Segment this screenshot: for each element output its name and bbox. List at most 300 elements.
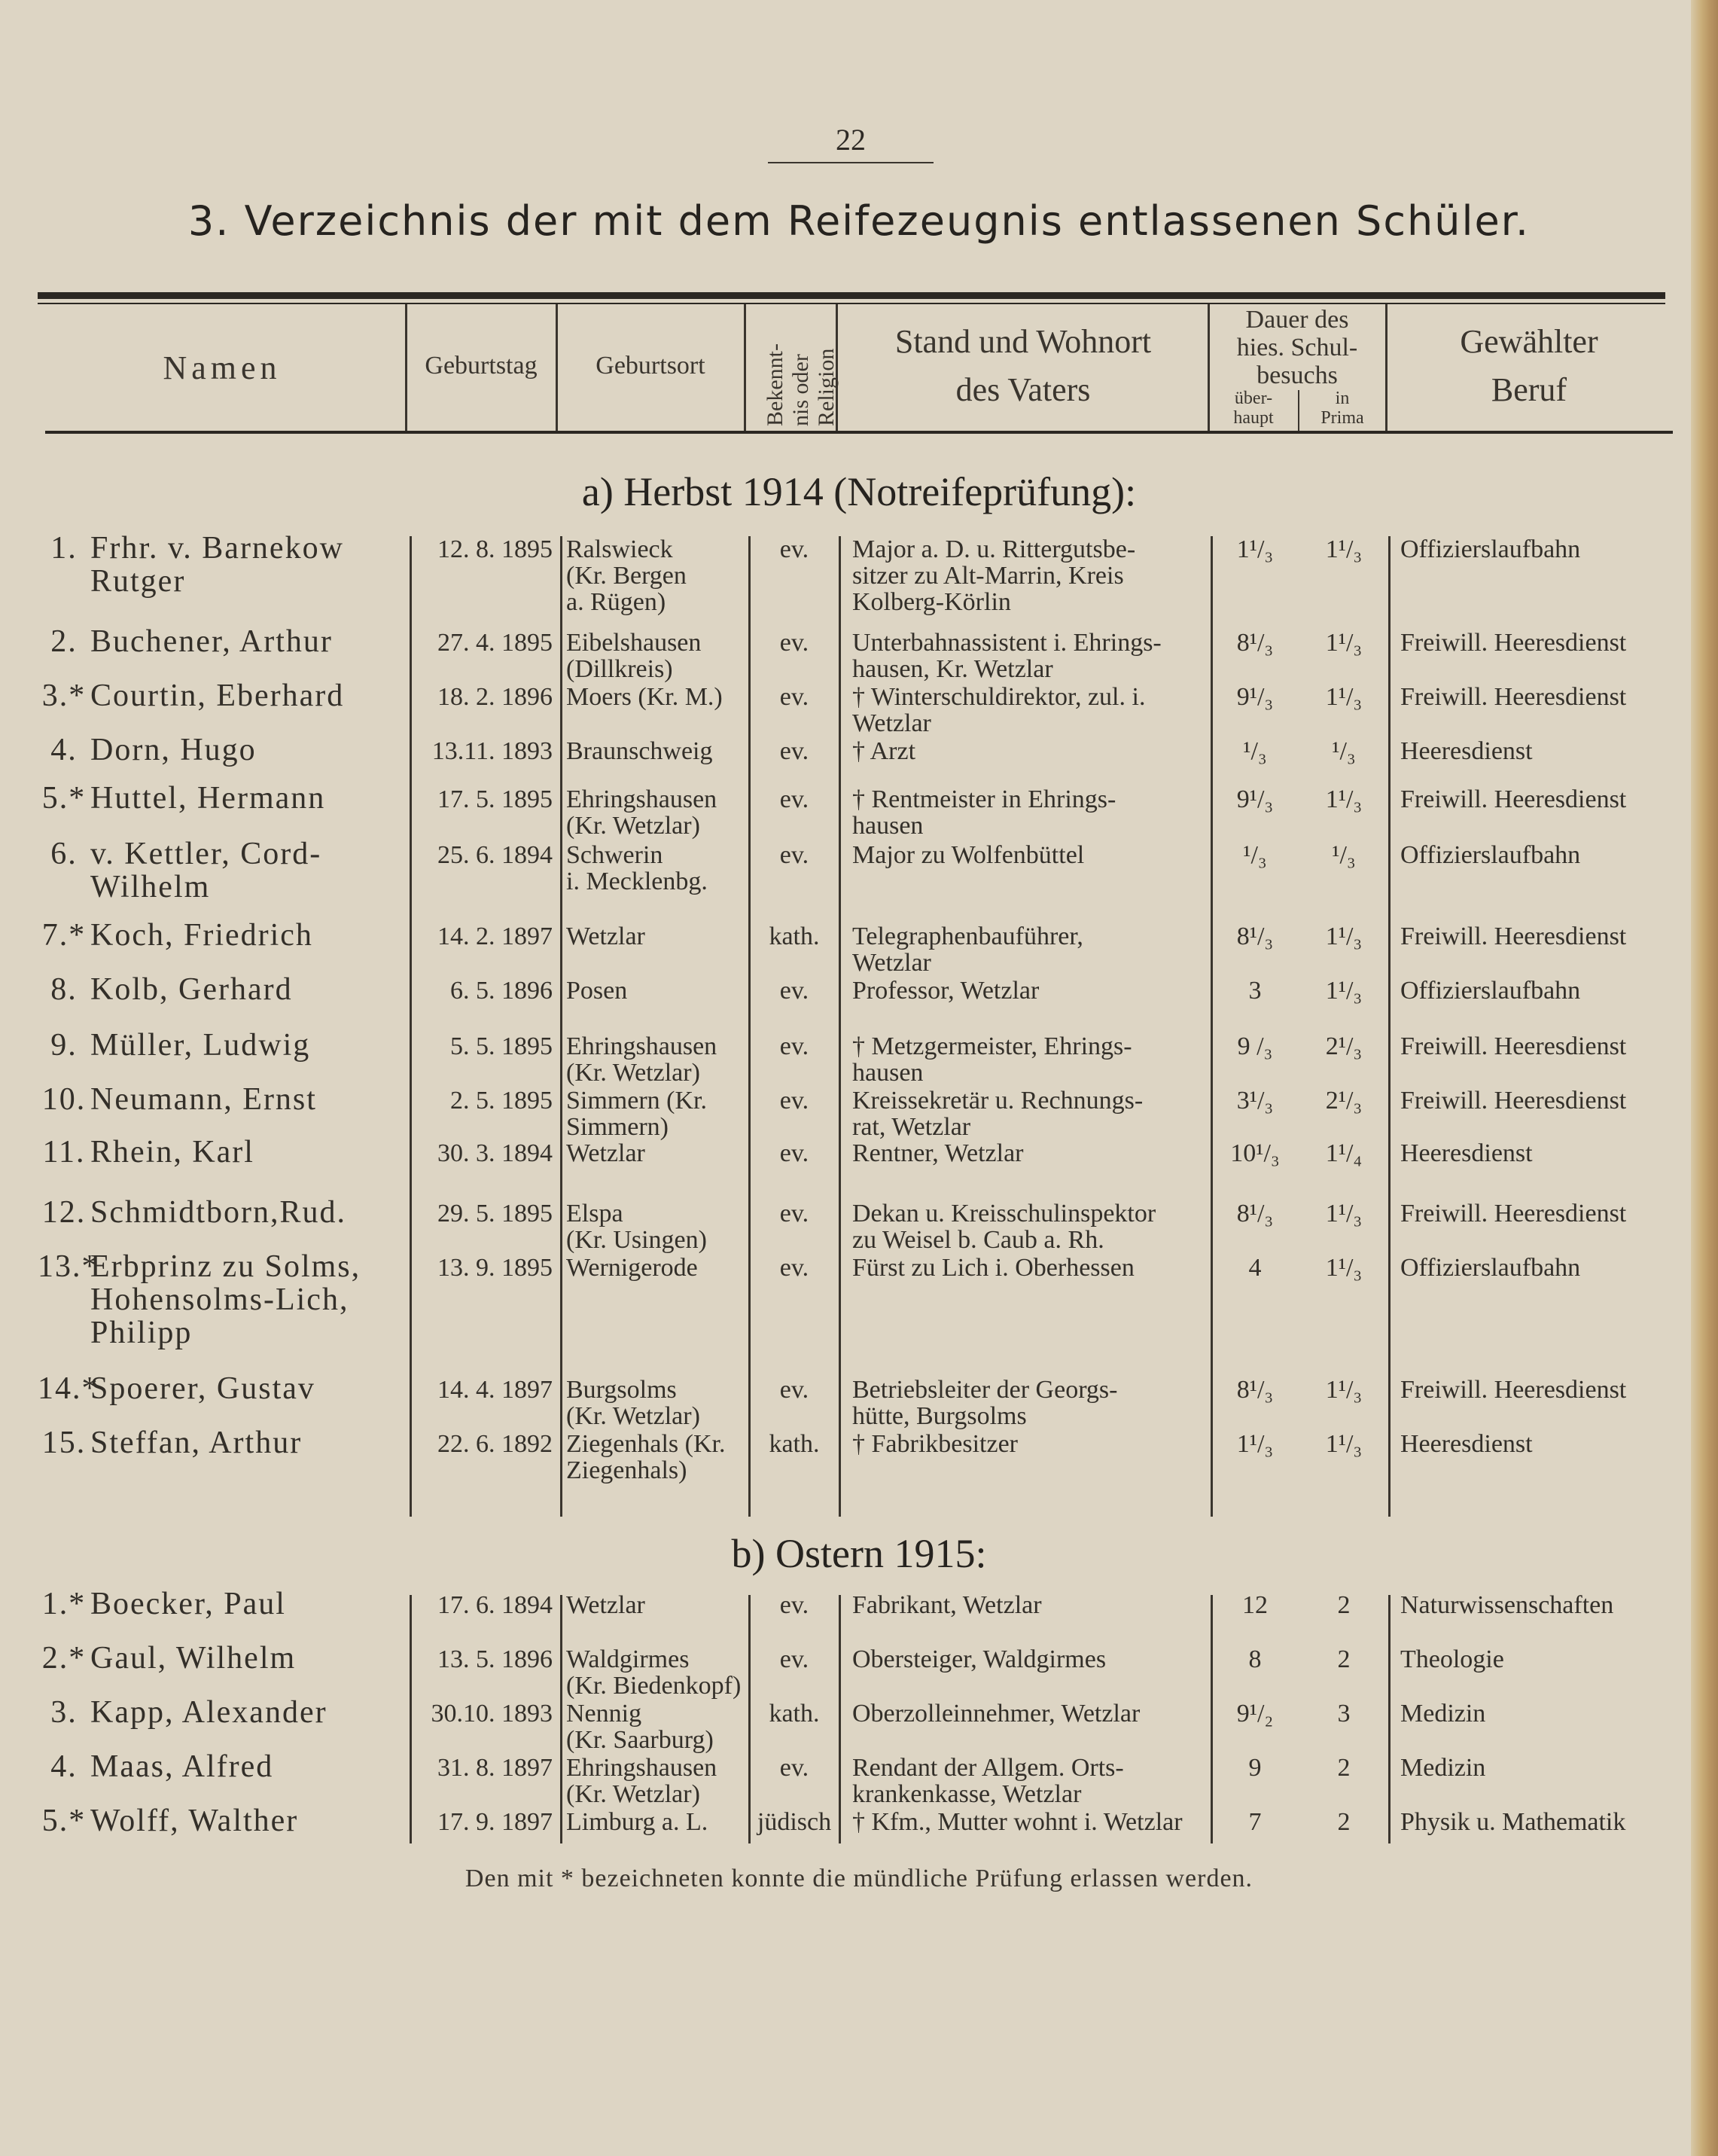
father-occupation (852, 1809, 1206, 1835)
school-duration-total: 9 (1248, 1754, 1262, 1782)
student-name (90, 919, 407, 952)
header-prima-line: in (1335, 389, 1350, 408)
father-occupation-line: Rendant der Allgem. Orts- (852, 1754, 1124, 1782)
birthplace-line: Wetzlar (566, 1139, 645, 1167)
student-number: 8. (50, 972, 78, 1007)
birthplace-line: i. Mecklenbg. (566, 868, 708, 895)
birthplace-line: Simmern) (566, 1113, 669, 1141)
school-duration-prima: 2 (1337, 1645, 1351, 1673)
religion: ev. (779, 683, 809, 711)
school-duration-prima: 1¹/₃ (1325, 785, 1363, 813)
header-stand-line: des Vaters (955, 371, 1091, 408)
birthplace-line: (Kr. Wetzlar) (566, 1059, 700, 1087)
father-occupation-line: sitzer zu Alt-Marrin, Kreis (852, 562, 1124, 590)
page-title: 3. Verzeichnis der mit dem Reifezeugnis entlassenen Schüler. (187, 197, 1531, 245)
birth-date: 14. 4. 1897 (437, 1376, 553, 1404)
birth-date: 22. 6. 1892 (437, 1430, 553, 1458)
header-bottom-rule (45, 431, 1673, 434)
chosen-profession: Physik u. Mathematik (1400, 1808, 1626, 1836)
birthplace-line: Ehringshausen (566, 785, 717, 813)
birth-date: 17. 6. 1894 (437, 1591, 553, 1619)
father-occupation (852, 1033, 1206, 1086)
birthplace-line: (Kr. Wetzlar) (566, 1402, 700, 1430)
religion: jüdisch (757, 1808, 832, 1836)
birthplace-line: Schwerin (566, 841, 663, 869)
header-divider (744, 304, 746, 431)
birth-date: 30. 3. 1894 (437, 1139, 553, 1167)
student-name-line: Steffan, Arthur (90, 1426, 303, 1460)
header-ueberhaupt-line: haupt (1233, 408, 1274, 428)
header-divider (1385, 304, 1387, 431)
school-duration-prima: 3 (1337, 1700, 1351, 1728)
school-duration-total: 3¹/₃ (1236, 1087, 1274, 1115)
student-name-line: Courtin, Eberhard (90, 679, 345, 713)
birthplace-line: a. Rügen) (566, 588, 666, 616)
birthplace (566, 1646, 747, 1699)
father-occupation (852, 1087, 1206, 1140)
birth-date: 6. 5. 1896 (450, 977, 553, 1005)
father-occupation-line: zu Weisel b. Caub a. Rh. (852, 1226, 1104, 1254)
student-number: 6. (50, 837, 78, 871)
father-occupation (852, 1431, 1206, 1457)
father-occupation (852, 1646, 1206, 1673)
student-number: 5.* (41, 1804, 87, 1838)
father-occupation-line: † Kfm., Mutter wohnt i. Wetzlar (852, 1808, 1183, 1836)
student-name-line: Philipp (90, 1316, 193, 1350)
student-name (90, 837, 407, 904)
religion: ev. (779, 1376, 809, 1404)
student-name (90, 1642, 407, 1675)
father-occupation-line: † Winterschuldirektor, zul. i. (852, 683, 1146, 711)
student-name-line: Rutger (90, 564, 186, 599)
religion: ev. (779, 977, 809, 1005)
father-occupation-line: Rentner, Wetzlar (852, 1139, 1024, 1167)
father-occupation-line: Wetzlar (852, 949, 931, 977)
father-occupation (852, 684, 1206, 736)
religion: ev. (779, 1032, 809, 1060)
birthplace (566, 1755, 747, 1807)
student-name-line: Huttel, Hermann (90, 781, 326, 816)
father-occupation (852, 738, 1206, 764)
religion: ev. (779, 785, 809, 813)
school-duration-prima: 2 (1337, 1808, 1351, 1836)
header-beruf-line: Gewählter (1460, 323, 1598, 360)
school-duration-prima: ¹/₃ (1332, 737, 1356, 765)
birthplace (566, 923, 747, 950)
student-name-line: Hohensolms-Lich, (90, 1282, 349, 1317)
student-number: 4. (50, 1749, 78, 1784)
student-name-line: Kapp, Alexander (90, 1695, 327, 1730)
father-occupation-line: Unterbahnassistent i. Ehrings- (852, 629, 1162, 657)
birthplace-line: (Kr. Biedenkopf) (566, 1672, 742, 1700)
father-occupation-line: krankenkasse, Wetzlar (852, 1780, 1082, 1808)
father-occupation-line: hütte, Burgsolms (852, 1402, 1027, 1430)
chosen-profession: Freiwill. Heeresdienst (1400, 1087, 1627, 1115)
chosen-profession: Offizierslaufbahn (1400, 1254, 1581, 1282)
father-occupation (852, 536, 1206, 615)
student-name (90, 1029, 407, 1062)
school-duration-total: 4 (1248, 1254, 1262, 1282)
father-occupation-line: Major zu Wolfenbüttel (852, 841, 1085, 869)
student-name-line: Erbprinz zu Solms, (90, 1249, 361, 1284)
header-thin-rule (38, 303, 1665, 304)
birthplace-line: (Kr. Bergen (566, 562, 687, 590)
birthplace-line: (Dillkreis) (566, 655, 673, 683)
header-dauer (1211, 306, 1384, 389)
birthplace (566, 630, 747, 682)
birthplace (566, 1377, 747, 1429)
column-divider (1211, 536, 1213, 1517)
header-beruf (1390, 318, 1668, 414)
birthplace-line: (Kr. Saarburg) (566, 1726, 714, 1754)
birthplace (566, 1700, 747, 1753)
student-name-line: Gaul, Wilhelm (90, 1641, 297, 1676)
birthplace (566, 1809, 747, 1835)
column-divider (839, 536, 841, 1517)
birthplace-line: Limburg a. L. (566, 1808, 708, 1836)
father-occupation (852, 1200, 1206, 1253)
father-occupation (852, 786, 1206, 839)
column-divider (1211, 1595, 1213, 1843)
school-duration-prima: 1¹/₃ (1325, 1200, 1363, 1227)
religion: kath. (769, 1430, 820, 1458)
birthplace (566, 1200, 747, 1253)
father-occupation-line: Fürst zu Lich i. Oberhessen (852, 1254, 1135, 1282)
header-religion-line: nis oder (788, 354, 813, 426)
student-name (90, 1136, 407, 1169)
school-duration-total: 7 (1248, 1808, 1262, 1836)
student-name-line: Müller, Ludwig (90, 1028, 311, 1063)
student-name-line: Dorn, Hugo (90, 733, 257, 767)
school-duration-total: 8¹/₃ (1236, 922, 1274, 950)
school-duration-prima: 1¹/₃ (1325, 1376, 1363, 1404)
birthplace (566, 1255, 747, 1281)
birth-date: 5. 5. 1895 (450, 1032, 553, 1060)
student-name-line: Wolff, Walther (90, 1804, 299, 1838)
birthplace-line: Moers (Kr. M.) (566, 683, 723, 711)
school-duration-prima: 2¹/₃ (1325, 1087, 1363, 1115)
student-name (90, 1750, 407, 1783)
school-duration-prima: 1¹/₃ (1325, 977, 1363, 1005)
column-divider (410, 1595, 412, 1843)
student-number: 11. (42, 1135, 86, 1169)
header-geburtstag: Geburtstag (425, 352, 538, 380)
father-occupation-line: hausen (852, 812, 924, 840)
student-name-line: Wilhelm (90, 870, 211, 904)
father-occupation-line: Oberzolleinnehmer, Wetzlar (852, 1700, 1141, 1728)
header-divider (556, 304, 558, 431)
father-occupation-line: Dekan u. Kreisschulinspektor (852, 1200, 1156, 1227)
student-name (90, 1587, 407, 1621)
father-occupation-line: Fabrikant, Wetzlar (852, 1591, 1042, 1619)
birthplace-line: Nennig (566, 1700, 642, 1728)
school-duration-prima: ¹/₃ (1332, 841, 1356, 869)
student-number: 14.* (38, 1371, 99, 1406)
column-divider (839, 1595, 841, 1843)
birth-date: 13.11. 1893 (431, 737, 553, 765)
school-duration-total: 8 (1248, 1645, 1262, 1673)
father-occupation-line: hausen (852, 1059, 924, 1087)
religion: ev. (779, 1754, 809, 1782)
chosen-profession: Theologie (1400, 1645, 1504, 1673)
header-ueberhaupt-line: über- (1234, 389, 1273, 408)
birthplace-line: (Kr. Usingen) (566, 1226, 707, 1254)
header-stand-line: Stand und Wohnort (894, 323, 1152, 360)
chosen-profession: Offizierslaufbahn (1400, 841, 1581, 869)
student-number: 4. (50, 733, 78, 767)
birthplace (566, 1431, 747, 1484)
header-religion-line: Religion (814, 348, 839, 426)
father-occupation (852, 1700, 1206, 1727)
student-name-line: Schmidtborn,Rud. (90, 1195, 347, 1230)
student-name-line: Maas, Alfred (90, 1749, 274, 1784)
birthplace-line: Eibelshausen (566, 629, 702, 657)
column-divider (410, 536, 412, 1517)
school-duration-prima: 1¹/₃ (1325, 683, 1363, 711)
student-number: 7.* (41, 918, 87, 953)
religion: ev. (779, 535, 809, 563)
chosen-profession: Freiwill. Heeresdienst (1400, 1200, 1627, 1227)
father-occupation-line: rat, Wetzlar (852, 1113, 971, 1141)
religion: ev. (779, 841, 809, 869)
father-occupation (852, 630, 1206, 682)
father-occupation-line: † Rentmeister in Ehrings- (852, 785, 1116, 813)
father-occupation-line: Betriebsleiter der Georgs- (852, 1376, 1118, 1404)
father-occupation (852, 923, 1206, 976)
religion: ev. (779, 1591, 809, 1619)
school-duration-total: 10¹/₃ (1230, 1139, 1280, 1167)
header-top-rule (38, 292, 1665, 299)
student-name-line: Buchener, Arthur (90, 624, 333, 659)
school-duration-prima: 2 (1337, 1591, 1351, 1619)
father-occupation-line: Wetzlar (852, 709, 931, 737)
religion: ev. (779, 629, 809, 657)
student-name-line: Frhr. v. Barnekow (90, 531, 344, 566)
birthplace (566, 1592, 747, 1618)
chosen-profession: Freiwill. Heeresdienst (1400, 922, 1627, 950)
birthplace-line: Wetzlar (566, 1591, 645, 1619)
student-name (90, 1426, 407, 1459)
birthplace (566, 536, 747, 615)
birth-date: 30.10. 1893 (431, 1700, 553, 1728)
school-duration-total: 12 (1242, 1591, 1268, 1619)
school-duration-total: 1¹/₃ (1236, 535, 1274, 563)
column-divider (748, 536, 751, 1517)
student-name-line: Neumann, Ernst (90, 1082, 317, 1117)
father-occupation (852, 842, 1206, 868)
header-dauer-line: hies. Schul- (1236, 334, 1358, 361)
birth-date: 2. 5. 1895 (450, 1087, 553, 1115)
birthplace-line: Braunschweig (566, 737, 713, 765)
student-name (90, 625, 407, 658)
student-name (90, 1804, 407, 1837)
student-name (90, 782, 407, 815)
section-title-ostern-1915: b) Ostern 1915: (731, 1531, 987, 1576)
student-name (90, 679, 407, 712)
birthplace-line: Ziegenhals) (566, 1456, 687, 1484)
birth-date: 25. 6. 1894 (437, 841, 553, 869)
footnote: Den mit * bezeichneten konnte die mündliche Prüfung erlassen werden. (465, 1865, 1253, 1892)
birth-date: 29. 5. 1895 (437, 1200, 553, 1227)
father-occupation-line: Major a. D. u. Rittergutsbe- (852, 535, 1136, 563)
religion: ev. (779, 1087, 809, 1115)
student-number: 5.* (41, 781, 87, 816)
birthplace-line: Wetzlar (566, 922, 645, 950)
header-beruf-line: Beruf (1491, 371, 1567, 408)
father-occupation (852, 1377, 1206, 1429)
birthplace-line: Burgsolms (566, 1376, 677, 1404)
chosen-profession: Freiwill. Heeresdienst (1400, 629, 1627, 657)
student-name (90, 1196, 407, 1229)
chosen-profession: Medizin (1400, 1700, 1486, 1728)
student-number: 3.* (41, 679, 87, 713)
birthplace-line: Posen (566, 977, 628, 1005)
father-occupation-line: hausen, Kr. Wetzlar (852, 655, 1053, 683)
student-name-line: Kolb, Gerhard (90, 972, 293, 1007)
birthplace (566, 786, 747, 839)
student-number: 2.* (41, 1641, 87, 1676)
birthplace-line: Waldgirmes (566, 1645, 690, 1673)
birthplace (566, 977, 747, 1004)
religion: kath. (769, 922, 820, 950)
birthplace-line: Ziegenhals (Kr. (566, 1430, 726, 1458)
book-spine-edge (1691, 0, 1718, 2156)
chosen-profession: Heeresdienst (1400, 737, 1533, 765)
birth-date: 27. 4. 1895 (437, 629, 553, 657)
birthplace-line: (Kr. Wetzlar) (566, 1780, 700, 1808)
school-duration-prima: 1¹/₃ (1325, 922, 1363, 950)
student-number: 9. (50, 1028, 78, 1063)
school-duration-total: 8¹/₃ (1236, 1376, 1274, 1404)
column-divider (1388, 536, 1391, 1517)
chosen-profession: Medizin (1400, 1754, 1486, 1782)
header-divider (405, 304, 407, 431)
chosen-profession: Naturwissenschaften (1400, 1591, 1614, 1619)
student-name-line: Rhein, Karl (90, 1135, 254, 1169)
birthplace-line: Ehringshausen (566, 1032, 717, 1060)
school-duration-total: 3 (1248, 977, 1262, 1005)
father-occupation (852, 977, 1206, 1004)
father-occupation-line: Telegraphenbauführer, (852, 922, 1083, 950)
father-occupation-line: † Fabrikbesitzer (852, 1430, 1018, 1458)
student-name (90, 1250, 407, 1349)
chosen-profession: Heeresdienst (1400, 1139, 1533, 1167)
student-number: 13.* (38, 1249, 99, 1284)
student-number: 1.* (41, 1587, 87, 1621)
school-duration-prima: 1¹/₃ (1325, 535, 1363, 563)
father-occupation (852, 1255, 1206, 1281)
birth-date: 31. 8. 1897 (437, 1754, 553, 1782)
chosen-profession: Freiwill. Heeresdienst (1400, 683, 1627, 711)
header-stand (840, 318, 1206, 414)
student-name (90, 1372, 407, 1405)
birth-date: 18. 2. 1896 (437, 683, 553, 711)
header-namen: Namen (163, 349, 282, 386)
student-number: 12. (41, 1195, 87, 1230)
father-occupation (852, 1755, 1206, 1807)
religion: ev. (779, 1254, 809, 1282)
birthplace (566, 1033, 747, 1086)
header-prima-line: Prima (1320, 408, 1364, 428)
student-number: 10. (41, 1082, 87, 1117)
student-name (90, 532, 407, 598)
student-number: 3. (50, 1695, 78, 1730)
school-duration-prima: 2 (1337, 1754, 1351, 1782)
student-number: 15. (41, 1426, 87, 1460)
chosen-profession: Freiwill. Heeresdienst (1400, 785, 1627, 813)
school-duration-total: ¹/₃ (1243, 737, 1267, 765)
birthplace (566, 684, 747, 710)
school-duration-total: 8¹/₃ (1236, 1200, 1274, 1227)
student-number: 2. (50, 624, 78, 659)
father-occupation-line: Kreissekretär u. Rechnungs- (852, 1087, 1144, 1115)
religion: ev. (779, 737, 809, 765)
birthplace-line: Ralswieck (566, 535, 673, 563)
school-duration-prima: 1¹/₃ (1325, 629, 1363, 657)
student-name (90, 1696, 407, 1729)
birth-date: 14. 2. 1897 (437, 922, 553, 950)
birthplace-line: (Kr. Wetzlar) (566, 812, 700, 840)
page-number: 22 (768, 122, 934, 163)
school-duration-total: 9¹/₃ (1236, 683, 1274, 711)
birthplace (566, 1087, 747, 1140)
student-name (90, 973, 407, 1006)
chosen-profession: Freiwill. Heeresdienst (1400, 1376, 1627, 1404)
birth-date: 12. 8. 1895 (437, 535, 553, 563)
religion: ev. (779, 1139, 809, 1167)
chosen-profession: Freiwill. Heeresdienst (1400, 1032, 1627, 1060)
school-duration-prima: 2¹/₃ (1325, 1032, 1363, 1060)
father-occupation (852, 1592, 1206, 1618)
school-duration-total: 9 /₃ (1237, 1032, 1273, 1060)
birth-date: 17. 9. 1897 (437, 1808, 553, 1836)
birthplace-line: Ehringshausen (566, 1754, 717, 1782)
school-duration-total: 9¹/₂ (1236, 1700, 1274, 1728)
student-name-line: Koch, Friedrich (90, 918, 313, 953)
birth-date: 13. 9. 1895 (437, 1254, 553, 1282)
birthplace (566, 842, 747, 895)
section-title-herbst-1914: a) Herbst 1914 (Notreifeprüfung): (581, 469, 1137, 514)
header-religion (763, 306, 838, 426)
student-name (90, 1083, 407, 1116)
father-occupation-line: † Metzgermeister, Ehrings- (852, 1032, 1132, 1060)
chosen-profession: Offizierslaufbahn (1400, 535, 1581, 563)
school-duration-total: 9¹/₃ (1236, 785, 1274, 813)
father-occupation (852, 1140, 1206, 1166)
student-name-line: Spoerer, Gustav (90, 1371, 315, 1406)
header-dauer-line: Dauer des (1245, 306, 1349, 334)
birthplace-line: Elspa (566, 1200, 623, 1227)
chosen-profession: Offizierslaufbahn (1400, 977, 1581, 1005)
father-occupation-line: Kolberg-Körlin (852, 588, 1011, 616)
father-occupation-line: Professor, Wetzlar (852, 977, 1040, 1005)
religion: ev. (779, 1200, 809, 1227)
header-divider (1208, 304, 1210, 431)
student-name-line: v. Kettler, Cord- (90, 837, 322, 871)
column-divider (560, 1595, 562, 1843)
column-divider (560, 536, 562, 1517)
header-dauer-line: besuchs (1257, 361, 1338, 389)
birthplace-line: Simmern (Kr. (566, 1087, 707, 1115)
header-prima (1301, 389, 1384, 428)
school-duration-prima: 1¹/₃ (1325, 1254, 1363, 1282)
father-occupation-line: † Arzt (852, 737, 916, 765)
birthplace-line: Wernigerode (566, 1254, 698, 1282)
father-occupation-line: Obersteiger, Waldgirmes (852, 1645, 1107, 1673)
student-name-line: Boecker, Paul (90, 1587, 286, 1621)
school-duration-total: ¹/₃ (1243, 841, 1267, 869)
student-number: 1. (50, 531, 78, 566)
